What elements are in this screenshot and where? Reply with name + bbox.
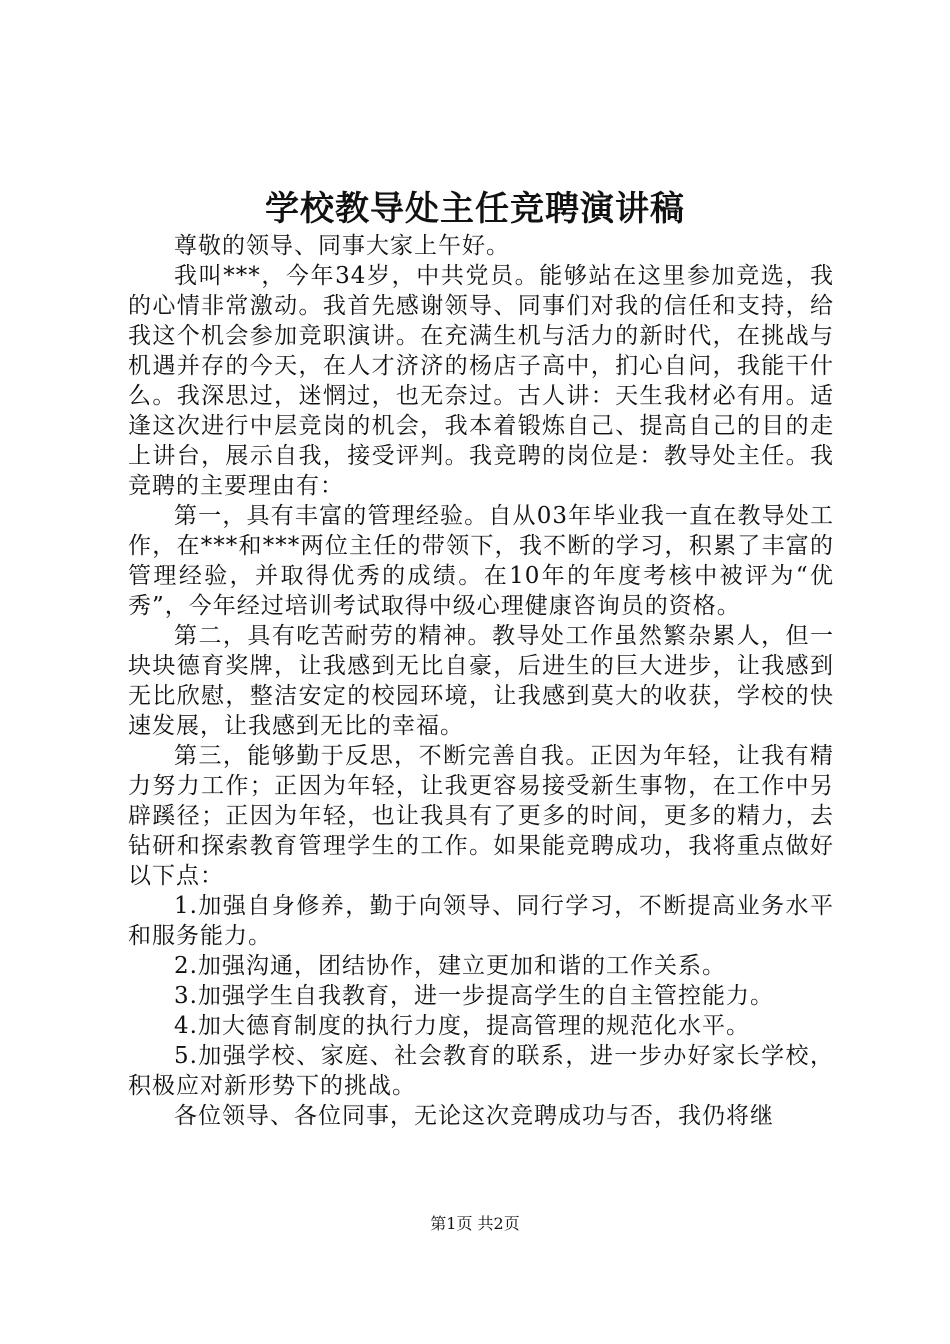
- list-item-2: 2.加强沟通，团结协作，建立更加和谐的工作关系。: [174, 953, 726, 979]
- paragraph-introduction: 我叫***，今年34岁，中共党员。能够站在这里参加竞选，我的心情非常激动。我首先感谢领导、同事们对我的信任和支持，给我这个机会参加竞职演讲。在充满生机与活力的新时代，在挑战与机遇并存的今天，在人才济济的杨店子高中，扪心自问，我能干什么。我深思过，迷惘过，也无奈过。古人讲：天生我材必有用。适逢这次进行中层竞岗的机会，我本着锻炼自己、提高自己的目的走上讲台，展示自我，接受评判。我竞聘的岗位是：教导处主任。我竞聘的主要理由有：: [128, 263, 834, 499]
- paragraph-reason-3: 第三，能够勤于反思，不断完善自我。正因为年轻，让我有精力努力工作；正因为年轻，让我更容易接受新生事物，在工作中另辟蹊径；正因为年轻，也让我具有了更多的时间，更多的精力，去钻研和探索教育管理学生的工作。如果能竞聘成功，我将重点做好以下点：: [128, 743, 834, 889]
- list-item-5: 5.加强学校、家庭、社会教育的联系，进一步办好家长学校，积极应对新形势下的挑战。: [128, 1043, 834, 1099]
- list-item-1: 1.加强自身修养，勤于向领导、同行学习，不断提高业务水平和服务能力。: [128, 893, 834, 949]
- paragraph-closing: 各位领导、各位同事，无论这次竞聘成功与否，我仍将继: [174, 1103, 774, 1129]
- list-item-3: 3.加强学生自我教育，进一步提高学生的自主管控能力。: [174, 983, 774, 1009]
- list-item-4: 4.加大德育制度的执行力度，提高管理的规范化水平。: [174, 1013, 750, 1039]
- paragraph-greeting: 尊敬的领导、同事大家上午好。: [174, 233, 510, 259]
- document-body: [128, 231, 834, 1131]
- page-number-footer: 第1页 共2页: [430, 1214, 520, 1233]
- paragraph-reason-1: 第一，具有丰富的管理经验。自从03年毕业我一直在教导处工作，在***和***两位主任的带领下，我不断的学习，积累了丰富的管理经验，并取得优秀的成绩。在10年的年度考核中被评为“优秀”，今年经过培训考试取得中级心理健康咨询员的资格。: [128, 503, 834, 619]
- document-title: 学校教导处主任竞聘演讲稿: [265, 189, 685, 229]
- paragraph-reason-2: 第二，具有吃苦耐劳的精神。教导处工作虽然繁杂累人，但一块块德育奖牌，让我感到无比自豪，后进生的巨大进步，让我感到无比欣慰，整洁安定的校园环境，让我感到莫大的收获，学校的快速发展，让我感到无比的幸福。: [128, 623, 834, 739]
